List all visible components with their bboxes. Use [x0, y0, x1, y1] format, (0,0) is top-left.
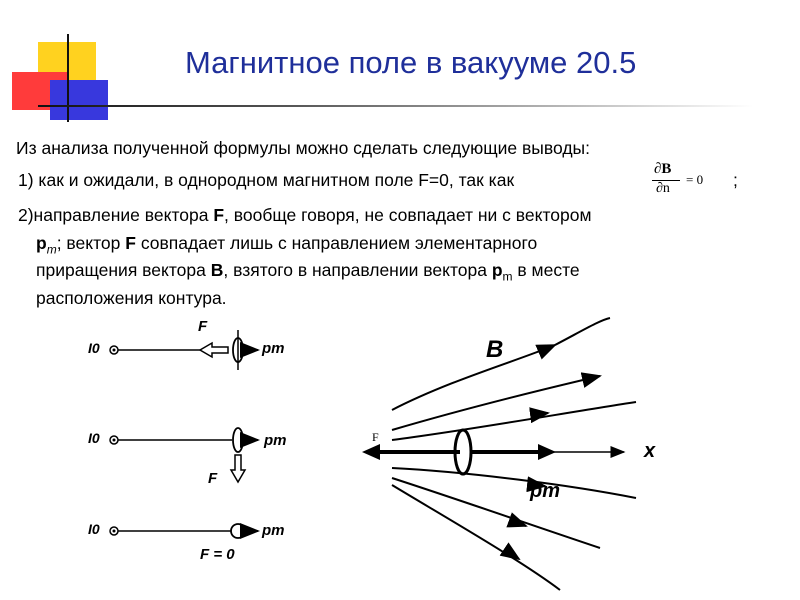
diagram-row-3: [110, 524, 258, 538]
vector-p: p: [491, 260, 503, 280]
vector-F: F: [213, 205, 225, 225]
force-vector: [362, 444, 556, 460]
subscript-m: m: [46, 242, 57, 257]
item-1-suffix: ;: [733, 170, 738, 190]
item-2-text-c: ; вектор: [56, 233, 126, 253]
label-moment-3: pm: [262, 522, 285, 539]
item-2-text-d: совпадает лишь с направлением элементарного: [135, 233, 538, 253]
force-down-arrow-icon: [231, 455, 245, 482]
label-current-2: I0: [88, 430, 100, 446]
label-current-1: I0: [88, 340, 100, 356]
intro-text: Из анализа полученной формулы можно сделать следующие выводы:: [16, 138, 590, 158]
label-moment-2: pm: [264, 432, 287, 449]
label-force-1: F: [198, 318, 208, 335]
item-2-text-e: приращения вектора: [36, 260, 211, 280]
fraction-rhs: = 0: [686, 172, 704, 187]
diagram-row-2: [110, 428, 258, 482]
vector-F: F: [125, 233, 136, 253]
label-axis-x: x: [644, 440, 656, 462]
label-force-2: F: [208, 470, 218, 487]
label-moment-1: pm: [262, 340, 285, 357]
diagram-row-1: [110, 330, 258, 370]
vector-p: p: [36, 233, 47, 253]
subscript-m: m: [502, 269, 513, 284]
label-force-F: F: [372, 430, 379, 444]
page-title: Магнитное поле в вакууме 20.5: [185, 45, 637, 80]
vector-B: B: [210, 260, 224, 280]
label-field-B: B: [486, 336, 504, 363]
label-moment-pm: pm: [530, 480, 560, 502]
loop-icon: [233, 428, 243, 452]
label-force-3: F = 0: [200, 546, 235, 563]
item-2-text-f: , взятого в направлении вектора: [223, 260, 492, 280]
force-arrow-icon: [200, 343, 228, 357]
fraction-numerator: ∂B: [654, 161, 672, 177]
item-2-text-g: в месте: [512, 260, 580, 280]
item-1-text: 1) как и ожидали, в однородном магнитном поле F=0, так как: [18, 170, 515, 190]
loop-icon: [231, 524, 245, 538]
fraction-denominator: ∂n: [656, 181, 670, 196]
label-current-3: I0: [88, 521, 100, 537]
item-2-line-4: расположения контура.: [36, 288, 227, 308]
item-2-text-b: , вообще говоря, не совпадает ни с вектором: [224, 205, 592, 225]
item-2-text-a: 2)направление вектора: [18, 205, 214, 225]
